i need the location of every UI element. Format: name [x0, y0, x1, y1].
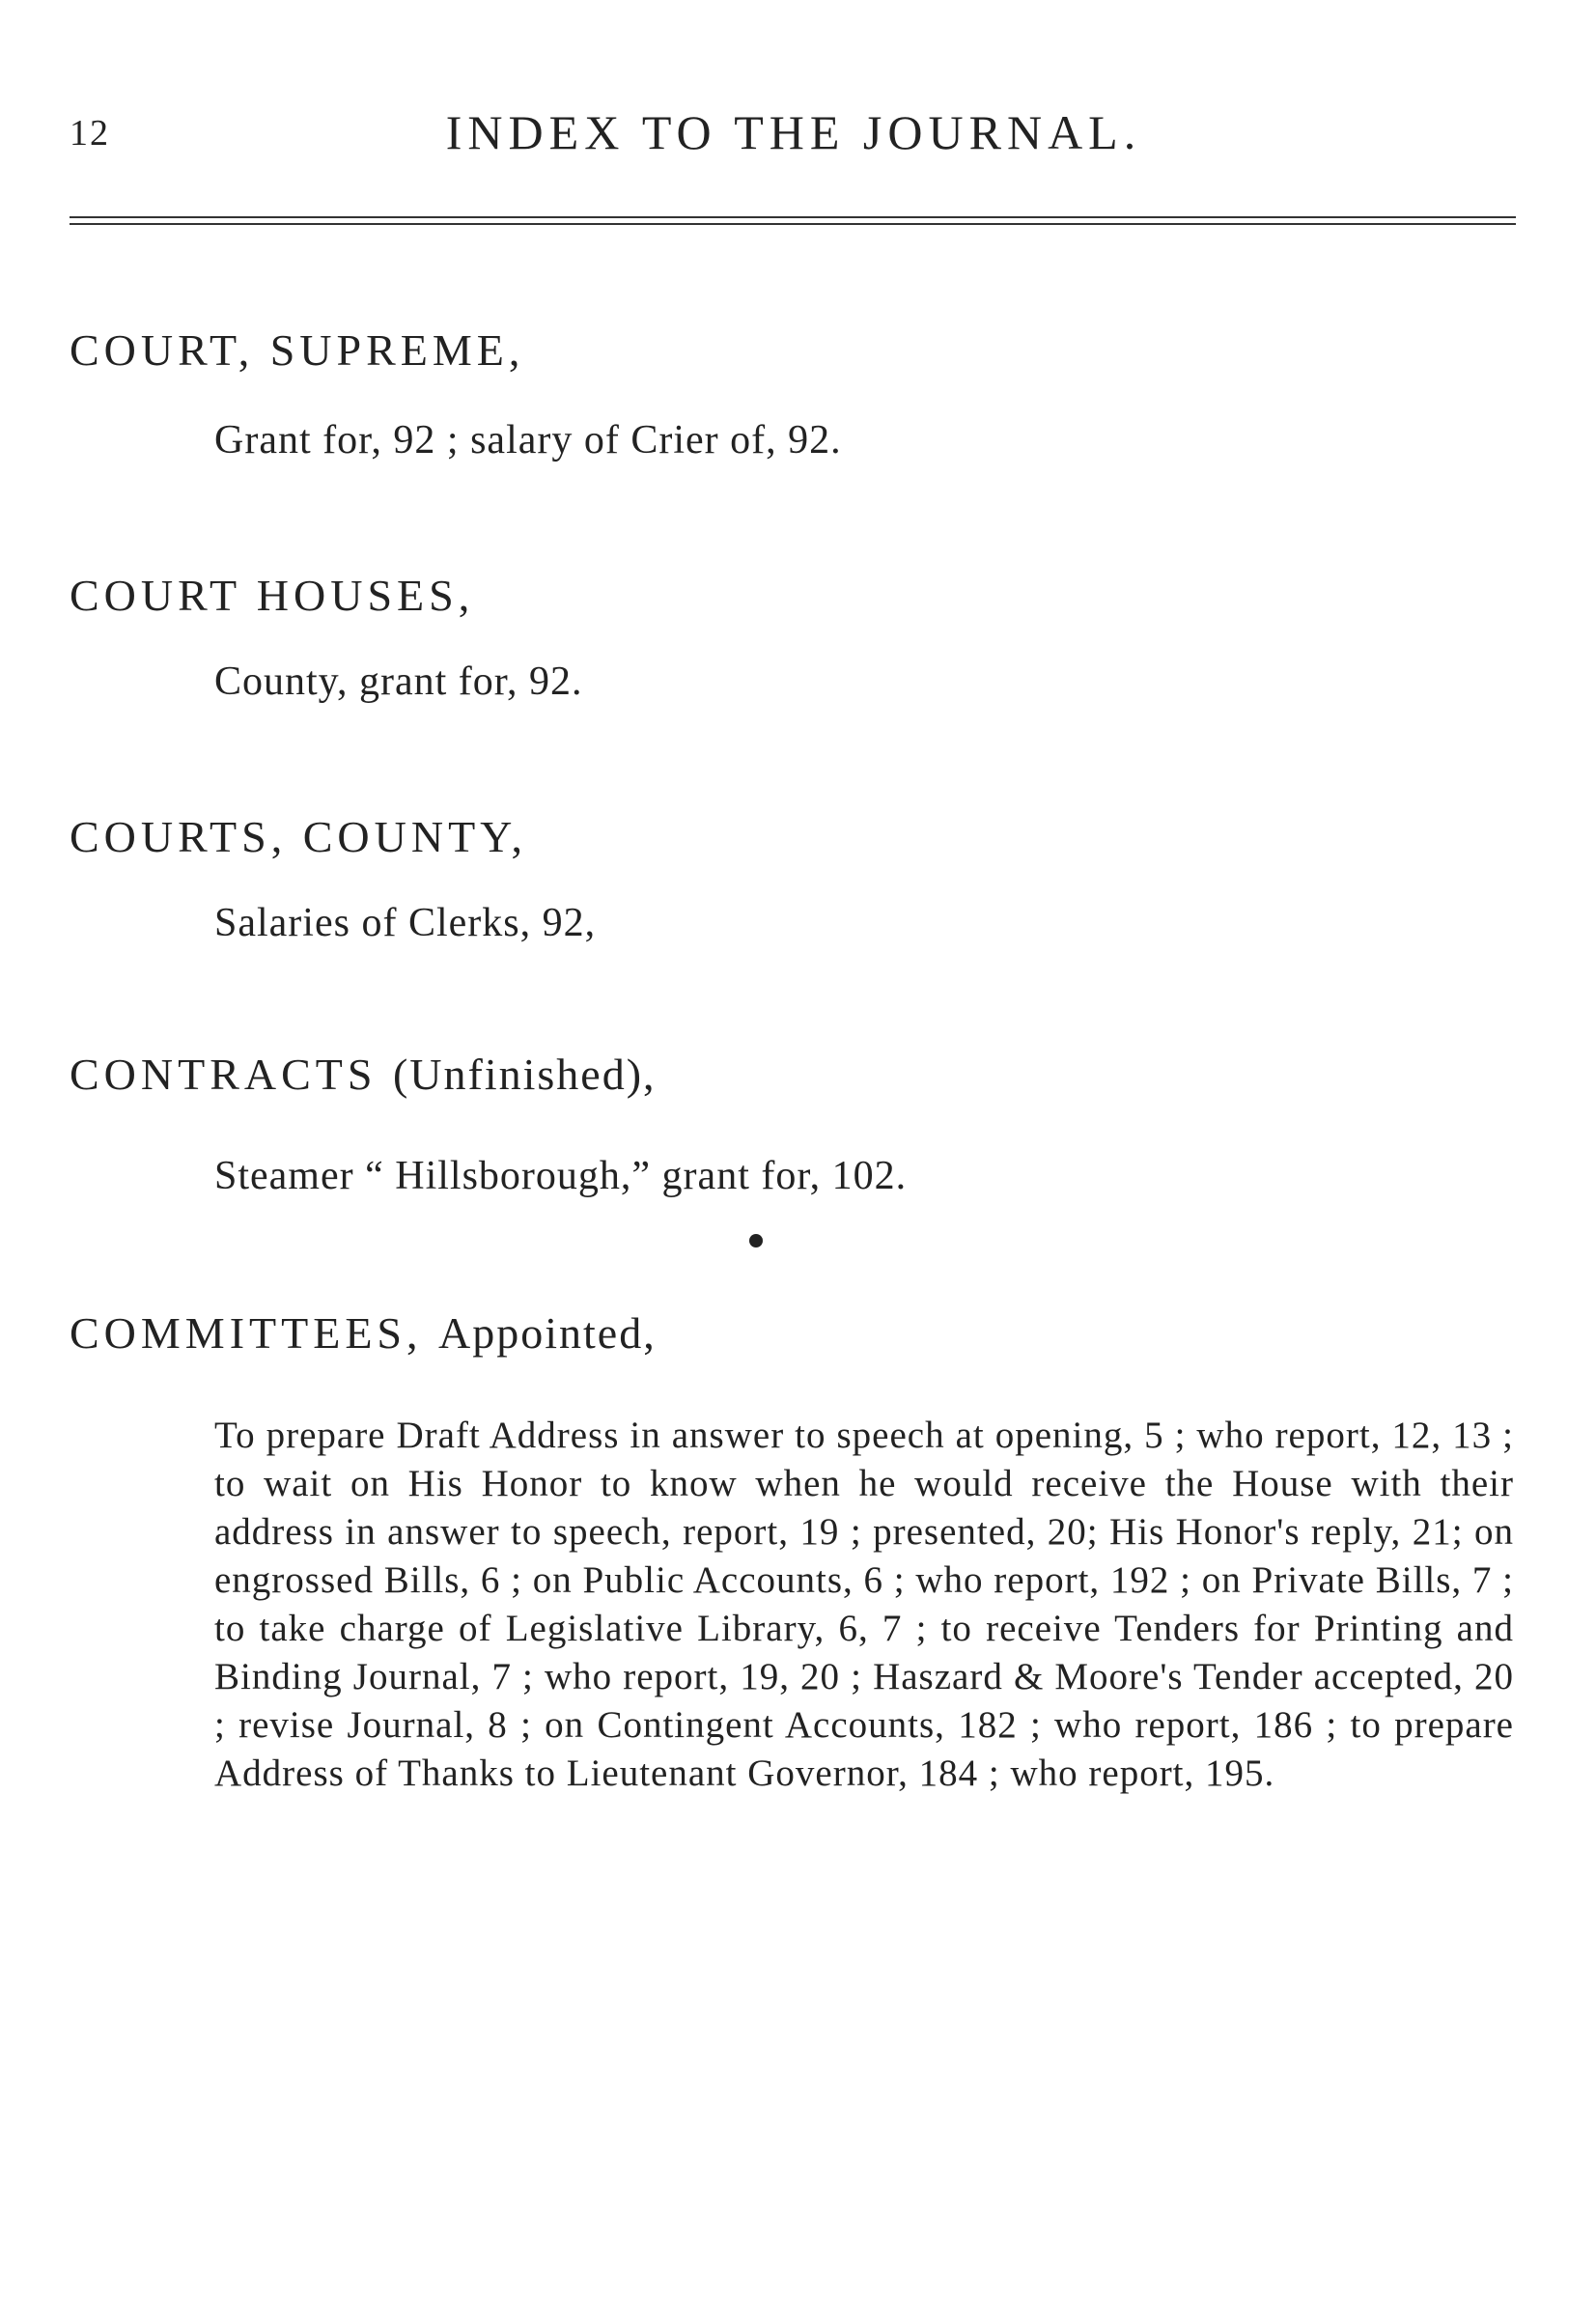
running-title: INDEX TO THE JOURNAL.	[445, 105, 1142, 159]
entry-heading-text: CONTRACTS	[70, 1050, 378, 1099]
entry-heading-qualifier: Appointed,	[438, 1308, 657, 1358]
header-rule-secondary	[70, 223, 1516, 225]
entry-body-court-supreme: Grant for, 92 ; salary of Crier of, 92.	[214, 418, 842, 463]
entry-heading-qualifier: (Unfinished),	[392, 1050, 657, 1099]
entry-heading-text: COURT HOUSES,	[70, 571, 475, 620]
entry-body-committees: To prepare Draft Address in answer to speech at opening, 5 ; who report, 12, 13 ; to wait on His Honor to know when he would receive the House with their address in answer to speech, report, 19 ; presented, 20; His Honor's reply, 21; on engrossed Bills, 6 ; on Public Accounts, 6 ; who report, 192 ; on Private Bills, 7 ; to take charge of Legislative Library, 6, 7 ; to receive Tenders for Printing and Binding Journal, 7 ; who report, 19, 20 ; Haszard & Moore's Tender accepted, 20 ; revise Journal, 8 ; on Contingent Accounts, 182 ; who report, 186 ; to prepare Address of Thanks to Lieutenant Governor, 184 ; who report, 195.	[214, 1415, 1515, 1794]
header-rule	[70, 216, 1516, 218]
entry-heading-committees	[70, 1307, 657, 1359]
entry-heading-text: COURT, SUPREME,	[70, 325, 525, 375]
entry-body-courts-county: Salaries of Clerks, 92,	[214, 901, 597, 945]
entry-body-contracts: Steamer “ Hillsborough,” grant for, 102.	[214, 1154, 908, 1198]
entry-heading-contracts	[70, 1049, 657, 1100]
entry-heading-text: COURTS, COUNTY,	[70, 812, 527, 861]
page-number: 12	[70, 113, 110, 154]
entry-heading-text: COMMITTEES,	[70, 1308, 423, 1358]
entry-heading-court-supreme	[70, 324, 524, 376]
entry-heading-court-houses	[70, 570, 474, 621]
page-header	[70, 104, 1518, 162]
entry-heading-courts-county	[70, 811, 527, 862]
entry-body-court-houses: County, grant for, 92.	[214, 659, 583, 704]
ink-dot	[749, 1234, 763, 1248]
